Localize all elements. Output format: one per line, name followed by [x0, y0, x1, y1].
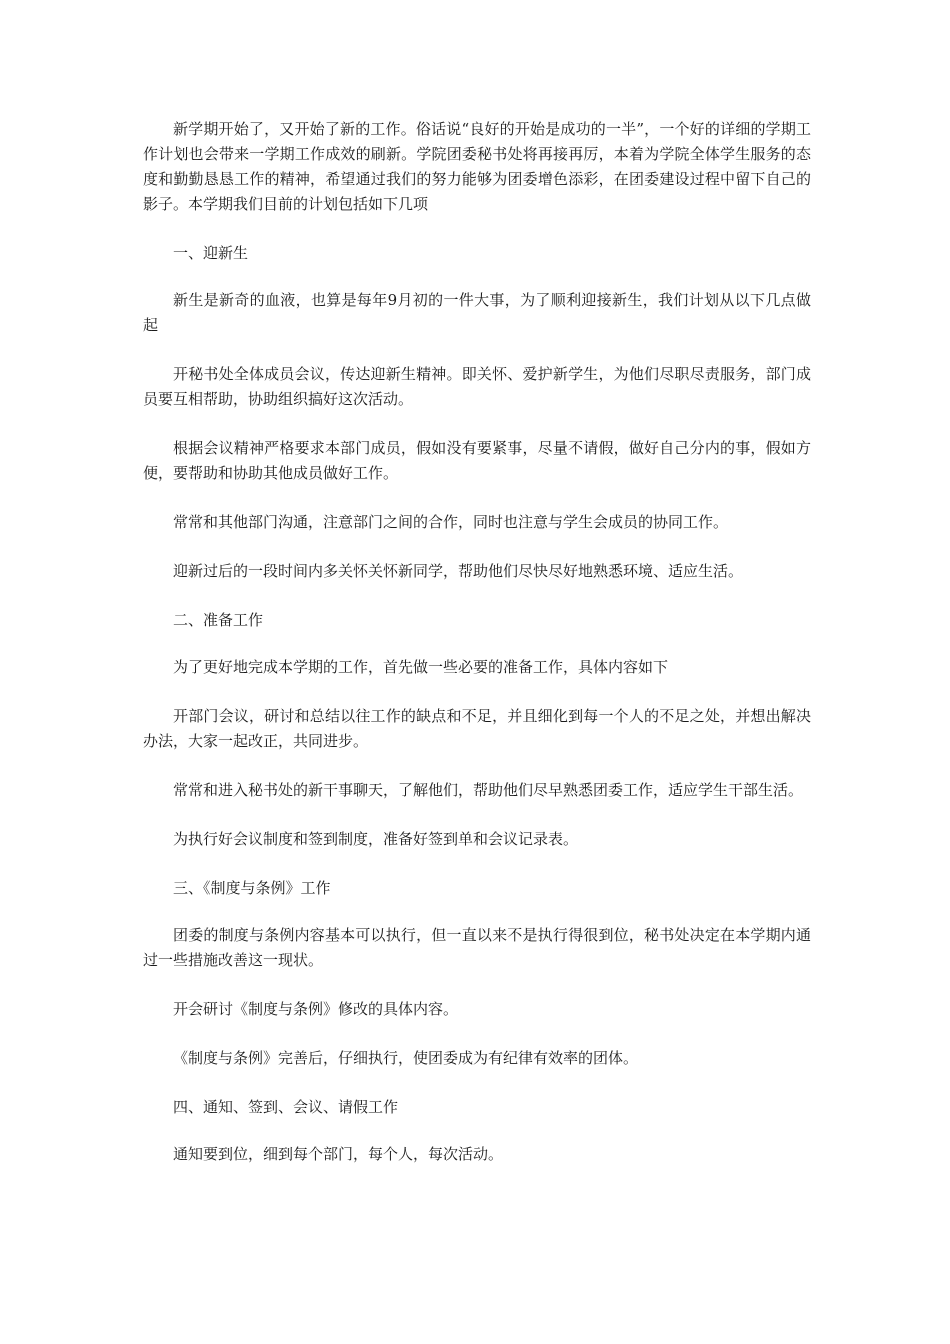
paragraph: 常常和其他部门沟通，注意部门之间的合作，同时也注意与学生会成员的协同工作。: [173, 513, 729, 531]
paragraph: 为了更好地完成本学期的工作，首先做一些必要的准备工作，具体内容如下: [173, 658, 669, 676]
paragraph: 根据会议精神严格要求本部门成员，假如没有要紧事，尽量不请假，做好自己分内的事，假如方便，要帮助和协助其他成员做好工作。: [143, 439, 811, 482]
paragraph: 《制度与条例》完善后，仔细执行，使团委成为有纪律有效率的团体。: [173, 1049, 639, 1067]
paragraph: 迎新过后的一段时间内多关怀关怀新同学，帮助他们尽快尽好地熟悉环境、适应生活。: [173, 562, 744, 580]
paragraph: 常常和进入秘书处的新干事聊天，了解他们，帮助他们尽早熟悉团委工作，适应学生干部生活。: [173, 781, 804, 799]
paragraph: 新生是新奇的血液，也算是每年9月初的一件大事，为了顺利迎接新生，我们计划从以下几点做起: [143, 291, 811, 334]
intro-paragraph: 新学期开始了，又开始了新的工作。俗话说“良好的开始是成功的一半”，一个好的详细的学期工作计划也会带来一学期工作成效的刷新。学院团委秘书处将再接再厉，本着为学院全体学生服务的态度和勤勤恳恳工作的精神，希望通过我们的努力能够为团委增色添彩，在团委建设过程中留下自己的影子。本学期我们目前的计划包括如下几项: [143, 120, 811, 213]
section-heading-1: 一、迎新生: [173, 244, 249, 262]
paragraph: 团委的制度与条例内容基本可以执行，但一直以来不是执行得很到位，秘书处决定在本学期内通过一些措施改善这一现状。: [143, 926, 811, 969]
paragraph: 开部门会议，研讨和总结以往工作的缺点和不足，并且细化到每一个人的不足之处，并想出解决办法，大家一起改正，共同进步。: [143, 707, 811, 750]
section-heading-4: 四、通知、签到、会议、请假工作: [173, 1098, 399, 1116]
section-heading-2: 二、准备工作: [173, 611, 264, 629]
section-heading-3: 三、《制度与条例》工作: [173, 879, 331, 897]
paragraph: 开秘书处全体成员会议，传达迎新生精神。即关怀、爱护新学生，为他们尽职尽责服务，部门成员要互相帮助，协助组织搞好这次活动。: [143, 365, 811, 408]
paragraph: 通知要到位，细到每个部门，每个人，每次活动。: [173, 1145, 504, 1163]
document-body: [143, 117, 811, 1191]
paragraph: 开会研讨《制度与条例》修改的具体内容。: [173, 1000, 459, 1018]
paragraph: 为执行好会议制度和签到制度，准备好签到单和会议记录表。: [173, 830, 579, 848]
